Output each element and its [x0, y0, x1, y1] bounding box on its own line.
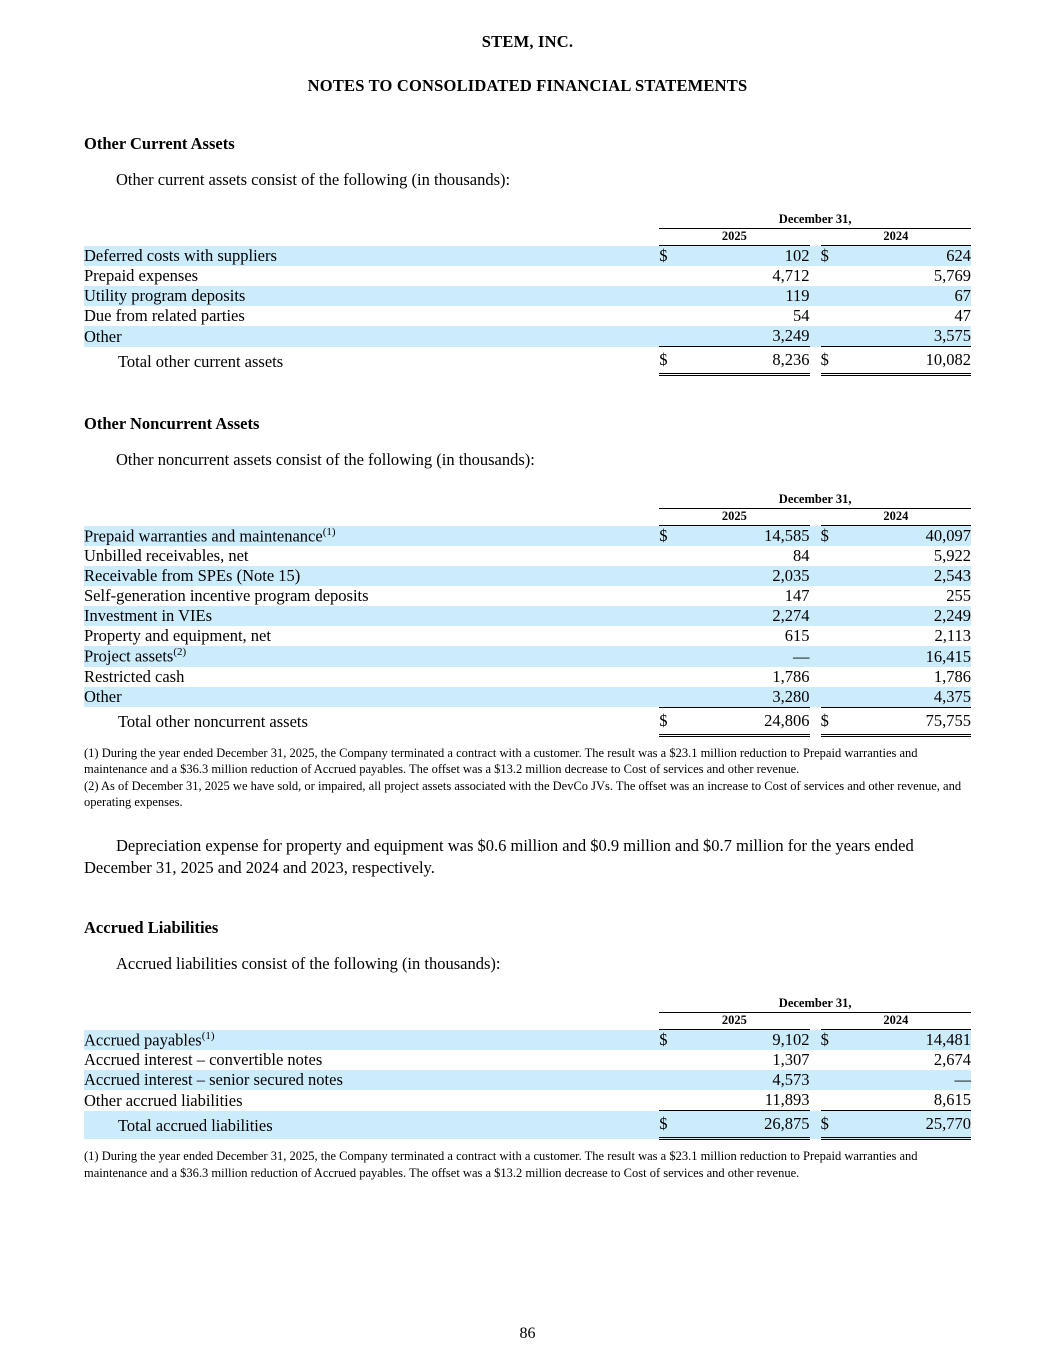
row-label-text: Project assets — [84, 646, 174, 666]
value-2024: 255 — [946, 586, 971, 605]
currency-symbol: $ — [659, 707, 679, 735]
row-label: Accrued interest – convertible notes — [84, 1050, 323, 1070]
currency-symbol — [659, 1090, 679, 1111]
row-label: Total other current assets — [118, 351, 284, 371]
row-label — [84, 646, 659, 667]
currency-symbol — [821, 266, 841, 286]
value-2024: 2,113 — [934, 626, 971, 645]
table-total-row — [84, 347, 971, 375]
value-2025: 147 — [784, 586, 810, 605]
table-row — [84, 1050, 971, 1070]
table-row — [84, 586, 971, 606]
value-2024: 1,786 — [933, 666, 971, 686]
table-other-current-assets — [84, 212, 971, 376]
footnote-marker: (1) — [322, 525, 336, 538]
value-2025: 1,307 — [772, 1050, 810, 1070]
table-row — [84, 326, 971, 347]
row-label: Other — [84, 687, 659, 708]
column-header-2025: 2025 — [721, 1013, 747, 1028]
row-label: Unbilled receivables, net — [84, 546, 249, 565]
value-2025: — — [680, 646, 810, 667]
currency-symbol — [659, 626, 679, 646]
currency-symbol — [659, 646, 679, 667]
section-intro-other-current-assets: Other current assets consist of the following (in thousands): — [116, 170, 511, 189]
section-heading-other-noncurrent-assets: Other Noncurrent Assets — [84, 414, 260, 433]
table-total-row — [84, 707, 971, 735]
table-header-date-row — [84, 996, 971, 1011]
value-2024: 2,543 — [841, 566, 971, 586]
currency-symbol — [821, 606, 841, 626]
row-label: Other accrued liabilities — [84, 1090, 243, 1110]
currency-symbol: $ — [659, 526, 679, 547]
footnote-marker: (1) — [201, 1029, 215, 1042]
table-row — [84, 667, 971, 687]
row-label: Due from related parties — [84, 306, 245, 325]
page-number: 86 — [519, 1325, 536, 1342]
table-header-year-row — [84, 1013, 971, 1029]
table-row — [84, 687, 971, 708]
value-2025: 3,280 — [680, 687, 810, 708]
row-label: Investment in VIEs — [84, 606, 659, 626]
currency-symbol — [821, 1050, 841, 1070]
row-label: Total accrued liabilities — [84, 1111, 659, 1139]
currency-symbol — [821, 566, 841, 586]
currency-symbol — [821, 546, 841, 566]
table-total-row — [84, 1111, 971, 1139]
table-row — [84, 546, 971, 566]
value-2024: 2,249 — [841, 606, 971, 626]
footnote-2-noncurrent: (2) As of December 31, 2025 we have sold, or impaired, all project assets associated with the DevCo JVs. The offset was an increase to Cost of services and other revenue, and operating expenses. — [84, 778, 962, 809]
currency-symbol — [659, 1050, 679, 1070]
currency-symbol: $ — [821, 526, 841, 547]
value-2025: 54 — [793, 306, 810, 325]
currency-symbol — [659, 306, 679, 326]
value-2024: 47 — [954, 306, 971, 325]
section-intro-accrued-liabilities: Accrued liabilities consist of the following (in thousands): — [116, 954, 501, 974]
value-2024: 8,615 — [933, 1090, 971, 1110]
row-label: Receivable from SPEs (Note 15) — [84, 566, 659, 586]
table-header-date-row — [84, 212, 971, 227]
table-row — [84, 626, 971, 646]
row-label: Property and equipment, net — [84, 626, 271, 645]
currency-symbol — [821, 1090, 841, 1111]
footnote-1-noncurrent: (1) During the year ended December 31, 2025, the Company terminated a contract with a customer. The result was a $23.1 million reduction to Prepaid warranties and maintenance and a $36.3 million reduction of Accrued payables. The offset was a $13.2 million decrease to Cost of services and other revenue. — [84, 745, 918, 776]
currency-symbol — [821, 687, 841, 708]
currency-symbol: $ — [821, 1111, 841, 1139]
column-header-2024: 2024 — [883, 229, 909, 243]
value-2025: 615 — [784, 626, 810, 645]
value-2024: 3,575 — [841, 326, 971, 347]
currency-symbol — [659, 687, 679, 708]
table-other-noncurrent-assets — [84, 492, 971, 737]
footnote-marker: (2) — [173, 646, 187, 658]
table-row — [84, 1090, 971, 1111]
value-2024: 2,674 — [933, 1050, 971, 1070]
row-label — [84, 1030, 659, 1051]
currency-symbol — [821, 286, 841, 306]
currency-symbol — [821, 626, 841, 646]
currency-symbol: $ — [659, 347, 679, 375]
table-row — [84, 526, 971, 547]
row-label: Self-generation incentive program deposits — [84, 586, 369, 605]
value-2025: 102 — [680, 246, 810, 267]
value-2025: 2,274 — [680, 606, 810, 626]
section-intro-other-noncurrent-assets: Other noncurrent assets consist of the following (in thousands): — [116, 450, 535, 469]
section-heading-accrued-liabilities: Accrued Liabilities — [84, 918, 219, 938]
table-row — [84, 606, 971, 626]
currency-symbol — [659, 1070, 679, 1090]
value-2025: 9,102 — [680, 1030, 810, 1051]
currency-symbol: $ — [821, 707, 841, 735]
currency-symbol — [659, 286, 679, 306]
table-row — [84, 286, 971, 306]
total-2024: 10,082 — [841, 347, 971, 375]
currency-symbol: $ — [821, 1030, 841, 1051]
row-label: Accrued interest – senior secured notes — [84, 1070, 659, 1090]
value-2024: 14,481 — [841, 1030, 971, 1051]
row-label-text: Prepaid warranties and maintenance — [84, 526, 323, 545]
row-label-text: Accrued payables — [84, 1030, 202, 1050]
total-2024: 75,755 — [841, 707, 971, 735]
column-header-date: December 31, — [778, 212, 852, 226]
table-row — [84, 1070, 971, 1090]
currency-symbol — [821, 326, 841, 347]
value-2024: 67 — [841, 286, 971, 306]
total-2024: 25,770 — [841, 1111, 971, 1139]
table-row — [84, 246, 971, 267]
currency-symbol — [659, 566, 679, 586]
value-2024: 624 — [841, 246, 971, 267]
company-name: STEM, INC. — [481, 32, 574, 51]
value-2025: 4,712 — [772, 266, 810, 285]
table-row — [84, 566, 971, 586]
total-2025: 8,236 — [680, 347, 810, 375]
table-row — [84, 646, 971, 667]
table-accrued-liabilities — [84, 996, 971, 1140]
currency-symbol — [821, 586, 841, 606]
currency-symbol — [821, 667, 841, 687]
column-header-2025: 2025 — [721, 229, 747, 243]
table-row — [84, 266, 971, 286]
table-header-year-row — [84, 229, 971, 245]
value-2025: 4,573 — [680, 1070, 810, 1090]
currency-symbol — [659, 606, 679, 626]
row-label: Restricted cash — [84, 666, 185, 686]
value-2024: 16,415 — [841, 646, 971, 667]
table-row — [84, 306, 971, 326]
currency-symbol — [659, 546, 679, 566]
row-label: Other — [84, 326, 659, 347]
total-2025: 26,875 — [680, 1111, 810, 1139]
table-header-date-row — [84, 492, 971, 507]
table-row — [84, 1030, 971, 1051]
currency-symbol: $ — [821, 347, 841, 375]
column-header-2024: 2024 — [883, 1013, 909, 1028]
value-2024: 4,375 — [841, 687, 971, 708]
currency-symbol — [821, 1070, 841, 1090]
row-label: Utility program deposits — [84, 286, 659, 306]
total-2025: 24,806 — [680, 707, 810, 735]
currency-symbol: $ — [659, 1111, 679, 1139]
value-2024: — — [841, 1070, 971, 1090]
value-2025: 14,585 — [680, 526, 810, 547]
value-2025: 119 — [680, 286, 810, 306]
column-header-2025: 2025 — [721, 509, 747, 523]
row-label — [84, 526, 659, 547]
depreciation-paragraph: Depreciation expense for property and equipment was $0.6 million and $0.9 million and $0.7 million for the years ended December 31, 2025 and 2024 and 2023, respectively. — [84, 835, 914, 878]
currency-symbol — [659, 667, 679, 687]
value-2025: 11,893 — [764, 1090, 810, 1110]
row-label: Prepaid expenses — [84, 266, 199, 285]
row-label: Total other noncurrent assets — [118, 712, 308, 731]
currency-symbol — [659, 586, 679, 606]
currency-symbol: $ — [659, 1030, 679, 1051]
column-header-2024: 2024 — [883, 509, 909, 523]
value-2024: 40,097 — [841, 526, 971, 547]
column-header-date: December 31, — [778, 996, 852, 1011]
value-2024: 5,769 — [933, 266, 971, 285]
currency-symbol — [659, 266, 679, 286]
value-2025: 3,249 — [680, 326, 810, 347]
section-heading-other-current-assets: Other Current Assets — [84, 134, 235, 153]
value-2025: 84 — [793, 546, 810, 565]
currency-symbol — [821, 306, 841, 326]
currency-symbol: $ — [821, 246, 841, 267]
table-header-year-row — [84, 509, 971, 525]
currency-symbol: $ — [659, 246, 679, 267]
page-title: NOTES TO CONSOLIDATED FINANCIAL STATEMENTS — [307, 76, 748, 95]
currency-symbol — [821, 646, 841, 667]
column-header-date: December 31, — [778, 492, 852, 506]
value-2024: 5,922 — [933, 546, 971, 565]
footnote-1-accrued: (1) During the year ended December 31, 2025, the Company terminated a contract with a customer. The result was a $23.1 million reduction to Prepaid warranties and maintenance and a $36.3 million reduction of Accrued payables. The offset was a $13.2 million decrease to Cost of services and other revenue. — [84, 1149, 918, 1180]
currency-symbol — [659, 326, 679, 347]
value-2025: 2,035 — [680, 566, 810, 586]
value-2025: 1,786 — [772, 666, 810, 686]
row-label: Deferred costs with suppliers — [84, 246, 659, 267]
